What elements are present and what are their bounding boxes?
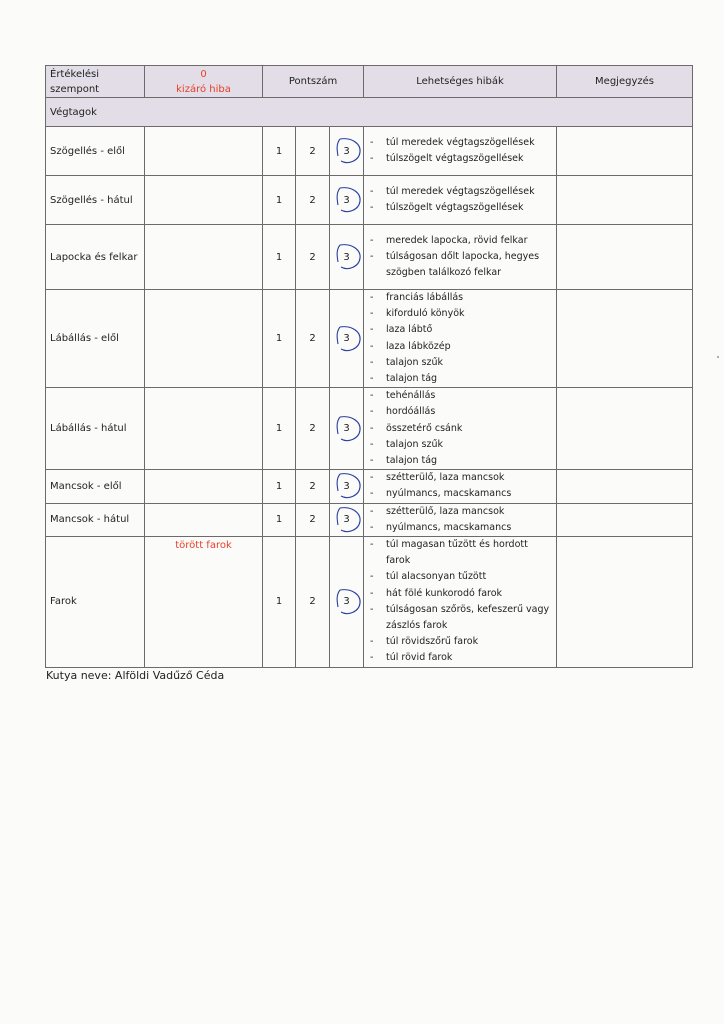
list-item: - túl rövidszőrű farok (368, 634, 552, 650)
remarks-cell (557, 290, 693, 388)
criterion-label: Mancsok - elől (46, 470, 145, 503)
faults-cell (364, 225, 557, 290)
criterion-label: Szögellés - hátul (46, 176, 145, 225)
score-value: 2 (309, 596, 316, 608)
list-item: - túl meredek végtagszögellések (368, 135, 552, 151)
list-item: - franciás lábállás (368, 290, 552, 306)
score-value: 2 (309, 145, 316, 157)
disqualifying-cell (145, 290, 263, 388)
handwritten-note: törött farok (175, 540, 232, 552)
list-item: - talajon tág (368, 453, 552, 469)
list-item: - hát fölé kunkorodó farok (368, 586, 552, 602)
score-value: 3 (343, 480, 350, 492)
table-row (46, 537, 693, 668)
score-value: 1 (275, 145, 283, 157)
score-value: 2 (309, 514, 316, 526)
disqualifying-cell (145, 388, 263, 470)
score-2 (296, 127, 330, 176)
score-3 (330, 127, 364, 176)
score-value: 1 (275, 480, 283, 492)
score-value: 1 (275, 194, 283, 206)
score-value: 1 (275, 333, 283, 345)
faults-cell (364, 290, 557, 388)
header-faults: Lehetséges hibák (364, 66, 557, 98)
header-score: Pontszám (263, 66, 364, 98)
faults-list (368, 504, 552, 536)
list-item: - talajon szűk (368, 437, 552, 453)
header-zero (145, 66, 263, 98)
score-value: 3 (343, 596, 350, 608)
criteria-rows (46, 127, 693, 668)
score-3 (330, 470, 364, 503)
score-2 (296, 503, 330, 536)
list-item: - laza lábközép (368, 339, 552, 355)
score-value: 3 (343, 514, 350, 526)
scan-speck (717, 356, 719, 358)
list-item: - hordóállás (368, 404, 552, 420)
table-row (46, 127, 693, 176)
evaluation-table (45, 65, 693, 668)
score-3 (330, 388, 364, 470)
faults-cell (364, 388, 557, 470)
score-2 (296, 176, 330, 225)
list-item: - talajon tág (368, 371, 552, 387)
score-1 (263, 503, 296, 536)
faults-cell (364, 470, 557, 503)
list-item: - talajon szűk (368, 355, 552, 371)
header-zero-value: 0 (200, 68, 207, 80)
score-value: 2 (309, 423, 316, 435)
disqualifying-cell (145, 127, 263, 176)
table-row (46, 290, 693, 388)
remarks-cell (557, 176, 693, 225)
score-3 (330, 290, 364, 388)
list-item: - tehénállás (368, 388, 552, 404)
criterion-label: Farok (46, 537, 145, 668)
faults-list (368, 537, 552, 667)
score-2 (296, 388, 330, 470)
score-value: 3 (343, 145, 350, 157)
score-value: 3 (343, 333, 350, 345)
list-item: - nyúlmancs, macskamancs (368, 520, 552, 536)
list-item: - összetérő csánk (368, 421, 552, 437)
score-2 (296, 225, 330, 290)
section-row (46, 98, 693, 127)
score-1 (263, 225, 296, 290)
criterion-label: Mancsok - hátul (46, 503, 145, 536)
disqualifying-cell (145, 225, 263, 290)
score-1 (263, 176, 296, 225)
faults-list (368, 290, 552, 387)
disqualifying-cell (145, 537, 263, 668)
score-value: 1 (275, 514, 283, 526)
list-item: - szétterülő, laza mancsok (368, 504, 552, 520)
list-item: - túlságosan dőlt lapocka, hegyes szögben találkozó felkar (368, 249, 552, 281)
list-item: - túl rövid farok (368, 650, 552, 666)
list-item: - túlságosan szőrös, kefeszerű vagy zászlós farok (368, 602, 552, 634)
score-3 (330, 503, 364, 536)
criterion-label: Szögellés - elől (46, 127, 145, 176)
list-item: - túlszögelt végtagszögellések (368, 200, 552, 216)
score-value: 3 (343, 423, 350, 435)
faults-cell (364, 537, 557, 668)
faults-cell (364, 503, 557, 536)
list-item: - túlszögelt végtagszögellések (368, 151, 552, 167)
header-zero-label: kizáró hiba (176, 83, 231, 95)
disqualifying-cell (145, 503, 263, 536)
faults-cell (364, 127, 557, 176)
score-value: 3 (343, 194, 350, 206)
header-row (46, 66, 693, 98)
dog-name: Kutya neve: Alföldi Vadűző Céda (46, 669, 225, 682)
score-value: 1 (275, 596, 283, 608)
remarks-cell (557, 127, 693, 176)
criterion-label: Lábállás - hátul (46, 388, 145, 470)
score-value: 1 (275, 251, 283, 263)
score-1 (263, 537, 296, 668)
header-remarks: Megjegyzés (557, 66, 693, 98)
list-item: - túl alacsonyan tűzött (368, 569, 552, 585)
score-value: 2 (309, 480, 316, 492)
score-1 (263, 127, 296, 176)
score-value: 2 (309, 251, 316, 263)
score-2 (296, 537, 330, 668)
score-1 (263, 470, 296, 503)
criterion-label: Lábállás - elől (46, 290, 145, 388)
faults-list (368, 470, 552, 502)
score-3 (330, 176, 364, 225)
score-3 (330, 537, 364, 668)
remarks-cell (557, 470, 693, 503)
score-3 (330, 225, 364, 290)
remarks-cell (557, 503, 693, 536)
table-row (46, 503, 693, 536)
table-row (46, 225, 693, 290)
list-item: - kiforduló könyök (368, 306, 552, 322)
list-item: - meredek lapocka, rövid felkar (368, 233, 552, 249)
header-criterion: Értékelési szempont (46, 66, 145, 98)
faults-list (368, 388, 552, 469)
score-value: 2 (309, 194, 316, 206)
disqualifying-cell (145, 176, 263, 225)
table-row (46, 388, 693, 470)
score-value: 1 (275, 423, 283, 435)
score-1 (263, 388, 296, 470)
list-item: - szétterülő, laza mancsok (368, 470, 552, 486)
criterion-label: Lapocka és felkar (46, 225, 145, 290)
section-title: Végtagok (46, 98, 693, 127)
table-row (46, 470, 693, 503)
faults-list (368, 233, 552, 282)
faults-cell (364, 176, 557, 225)
list-item: - laza lábtő (368, 322, 552, 338)
remarks-cell (557, 537, 693, 668)
faults-list (368, 135, 552, 167)
score-value: 2 (309, 333, 316, 345)
score-2 (296, 470, 330, 503)
score-2 (296, 290, 330, 388)
table-row (46, 176, 693, 225)
remarks-cell (557, 225, 693, 290)
score-1 (263, 290, 296, 388)
remarks-cell (557, 388, 693, 470)
list-item: - túl meredek végtagszögellések (368, 184, 552, 200)
disqualifying-cell (145, 470, 263, 503)
faults-list (368, 184, 552, 216)
list-item: - túl magasan tűzött és hordott farok (368, 537, 552, 569)
list-item: - nyúlmancs, macskamancs (368, 486, 552, 502)
score-value: 3 (343, 251, 350, 263)
